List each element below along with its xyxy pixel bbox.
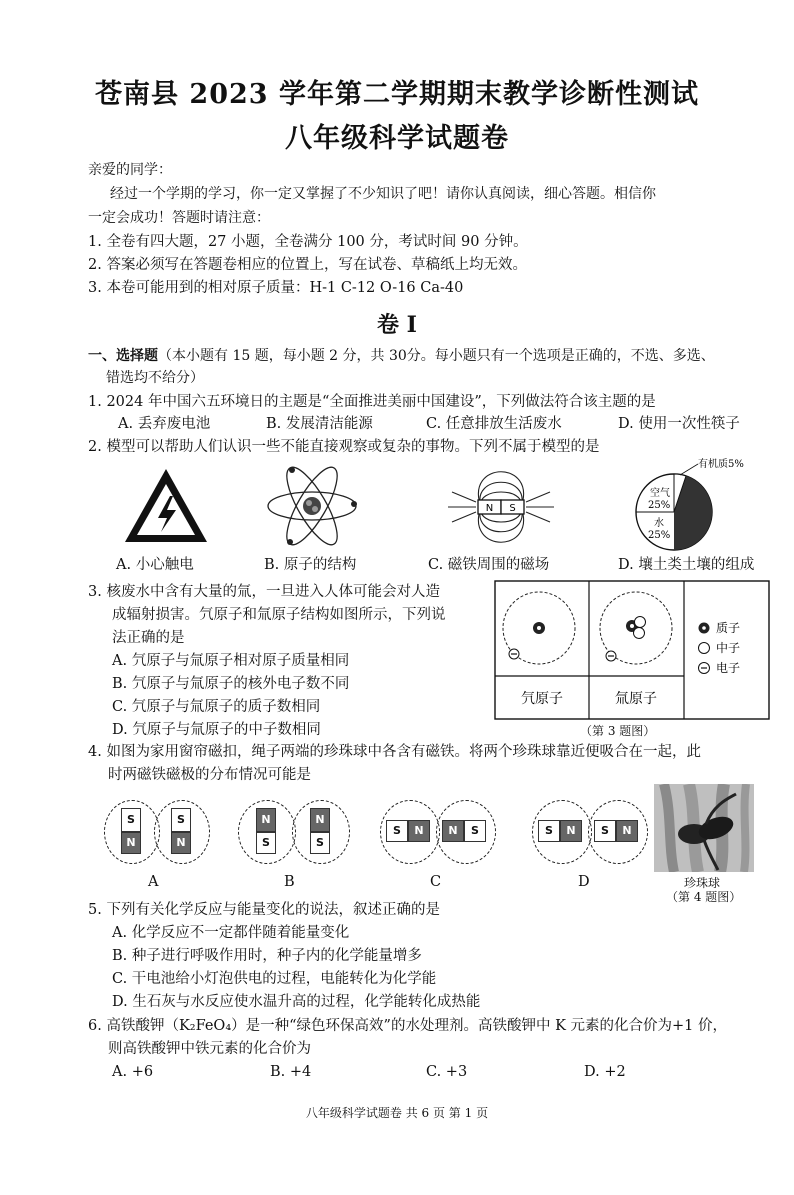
q2-option-d: D. 壤土类土壤的组成: [618, 557, 755, 573]
pole-label: N: [256, 808, 276, 832]
pole-label: N: [408, 820, 430, 842]
atom-model-figure: [262, 460, 362, 552]
pie-air-pct: 25%: [648, 500, 671, 511]
pole-label: N: [121, 832, 141, 854]
pole-label: N: [560, 820, 582, 842]
q4-figure-c: [380, 798, 494, 864]
page-footer: 八年级科学试题卷 共 6 页 第 1 页: [305, 1106, 489, 1120]
note-2: 2. 答案必须写在答题卷相应的位置上，写在试卷、草稿纸上均无效。: [88, 257, 527, 273]
part-desc: （本小题有 15 题，每小题 2 分，共 30分。每小题只有一个选项是正确的，不选、多选、: [158, 348, 715, 364]
q5-option-a: A. 化学反应不一定都伴随着能量变化: [112, 925, 350, 941]
electric-warning-icon: [122, 466, 210, 546]
legend-electron: 电子: [716, 661, 741, 675]
q3-stem-3: 法正确的是: [112, 630, 185, 646]
q5-option-b: B. 种子进行呼吸作用时，种子内的化学能量增多: [112, 948, 422, 964]
note-1: 1. 全卷有四大题，27 小题，全卷满分 100 分，考试时间 90 分钟。: [88, 234, 528, 250]
q6-stem-2: 则高铁酸钾中铁元素的化合价为: [108, 1041, 311, 1057]
pole-label: S: [464, 820, 486, 842]
part-desc-2: 错选均不给分）: [106, 370, 204, 386]
q2-option-a: A. 小心触电: [116, 557, 194, 573]
q6-option-a: A. +6: [112, 1064, 154, 1080]
page-title: 苍南县 2023 学年第二学期期末教学诊断性测试: [95, 79, 699, 110]
magnet-s-label: S: [509, 503, 516, 514]
pole-label: S: [171, 808, 191, 832]
atom2-label: 氚原子: [615, 691, 657, 707]
q4-figure-b: [238, 798, 350, 864]
greeting: 亲爱的同学：: [88, 162, 172, 178]
q5-stem: 5. 下列有关化学反应与能量变化的说法，叙述正确的是: [88, 902, 440, 918]
q2-option-c: C. 磁铁周围的磁场: [428, 557, 550, 573]
pole-label: S: [121, 808, 141, 832]
q3-option-c: C. 氕原子与氚原子的质子数相同: [112, 699, 321, 715]
q3-option-d: D. 氕原子与氚原子的中子数相同: [112, 722, 321, 738]
q5-option-c: C. 干电池给小灯泡供电的过程，电能转化为化学能: [112, 971, 437, 987]
q2-option-b: B. 原子的结构: [264, 557, 357, 573]
q1-option-b: B. 发展清洁能源: [266, 416, 373, 432]
q4-label-d: D: [578, 874, 590, 890]
q4-figure-caption: （第 4 题图）: [666, 890, 742, 904]
legend-proton: 质子: [716, 621, 741, 635]
page-subtitle: 八年级科学试题卷: [285, 123, 509, 154]
q6-stem-1: 6. 高铁酸钾（K₂FeO₄）是一种“绿色环保高效”的水处理剂。高铁酸钾中 K 元素的化合价为+1 价，: [88, 1018, 727, 1034]
pole-label: N: [171, 832, 191, 854]
pole-label: S: [310, 832, 330, 854]
q4-figure-a: [104, 798, 210, 864]
intro-line-2: 一定会成功！答题时请注意：: [88, 210, 270, 226]
pole-label: N: [310, 808, 330, 832]
q3-option-a: A. 氕原子与氚原子相对原子质量相同: [112, 653, 350, 669]
note-3: 3. 本卷可能用到的相对原子质量：H-1 C-12 O-16 Ca-40: [88, 280, 464, 296]
pie-organic-label: 有机质5%: [698, 459, 744, 470]
part-label: 一、选择题: [88, 348, 158, 364]
pie-water-label: 水: [654, 518, 664, 529]
q1-option-a: A. 丢弃废电池: [118, 416, 211, 432]
q4-stem-2: 时两磁铁磁极的分布情况可能是: [108, 767, 311, 783]
q5-option-d: D. 生石灰与水反应使水温升高的过程，化学能转化成热能: [112, 994, 481, 1010]
legend-neutron: 中子: [716, 641, 741, 655]
q4-figure-d: [532, 798, 646, 864]
magnetic-field-figure: [446, 462, 556, 552]
q1-stem: 1. 2024 年中国六五环境日的主题是“全面推进美丽中国建设”，下列做法符合该主题的是: [88, 394, 656, 410]
q4-label-a: A: [148, 874, 159, 890]
pie-air-label: 空气: [650, 488, 670, 499]
pole-label: S: [538, 820, 560, 842]
q1-option-d: D. 使用一次性筷子: [618, 416, 740, 432]
q3-stem-1: 3. 核废水中含有大量的氚，一旦进入人体可能会对人造: [88, 584, 440, 600]
pole-label: S: [594, 820, 616, 842]
pole-label: N: [616, 820, 638, 842]
magnet-n-label: N: [485, 503, 494, 514]
q6-option-c: C. +3: [426, 1064, 468, 1080]
section-title: 卷 Ⅰ: [377, 312, 417, 338]
pole-label: N: [442, 820, 464, 842]
q1-option-c: C. 任意排放生活废水: [426, 416, 562, 432]
q2-stem: 2. 模型可以帮助人们认识一些不能直接观察或复杂的事物。下列不属于模型的是: [88, 439, 600, 455]
pie-water-pct: 25%: [648, 530, 671, 541]
q4-label-c: C: [430, 874, 442, 890]
pole-label: S: [386, 820, 408, 842]
q4-photo-caption: 珍珠球: [684, 876, 721, 890]
intro-line-1: 经过一个学期的学习，你一定又掌握了不少知识了吧！请你认真阅读，细心答题。相信你: [110, 186, 656, 202]
q4-stem-1: 4. 如图为家用窗帘磁扣，绳子两端的珍珠球中各含有磁铁。将两个珍珠球靠近便吸合在一起，此: [88, 744, 701, 760]
pole-label: S: [256, 832, 276, 854]
q4-label-b: B: [284, 874, 295, 890]
atom-structure-figure: [494, 580, 770, 722]
q6-option-d: D. +2: [584, 1064, 626, 1080]
q3-stem-2: 成辐射损害。氕原子和氚原子结构如图所示，下列说: [112, 607, 446, 623]
q3-option-b: B. 氕原子与氚原子的核外电子数不同: [112, 676, 350, 692]
soil-pie-chart: [632, 456, 762, 556]
q3-caption: （第 3 题图）: [580, 724, 656, 738]
q6-option-b: B. +4: [270, 1064, 312, 1080]
curtain-clasp-photo: [654, 784, 754, 872]
atom1-label: 氕原子: [521, 691, 563, 707]
